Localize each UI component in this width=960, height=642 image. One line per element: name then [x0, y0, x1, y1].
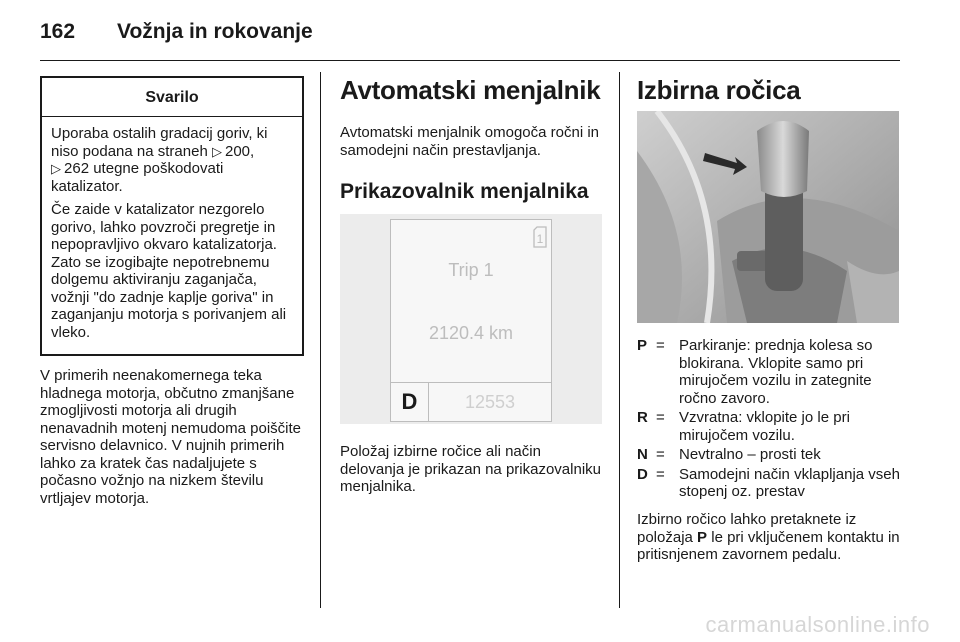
- warning-paragraph-2: Če zaide v katalizator nezgorelo gorivo, lahko povzroči pregretje in nepopravljivo okvaro katalizatorja. Zato se izogibajte nepotrebnemu dolgemu aktiviranju zaganjača, vožnji "do zadnje kaplje goriva" in zaganjanju motorja s porivanjem ali vleko.: [51, 201, 287, 341]
- trip-label: Trip 1: [448, 260, 494, 280]
- gear-item-d: D = Samodejni način vklapljanja vseh stopenj oz. prestav: [637, 465, 900, 500]
- trip-distance: 2120.4 km: [428, 323, 514, 343]
- gear-selector-photo: [637, 111, 899, 323]
- gear-item-n: N = Nevtralno – prosti tek: [637, 446, 821, 463]
- section-heading-automatic: Avtomatski menjalnik: [340, 75, 601, 105]
- col1-paragraph: V primerih neenakomernega teka hladnega motorja, občutno zmanjšane zmogljivosti motorja ali drugih nenavadnih motenj nemudoma poiščite servisno delavnico. V nujnih primerih lahko za kratek čas nadaljujete s počasno vožnjo na nizkem številu vrtljajev motorja.: [40, 367, 301, 507]
- display-screen: [390, 219, 552, 422]
- selector-note: Izbirno ročico lahko pretaknete iz položaja P le pri vključenem kontaktu in pritisnjenem zavornem pedalu.: [637, 511, 900, 563]
- watermark: carmanualsonline.info: [705, 612, 930, 637]
- odometer-value: 12553: [464, 392, 516, 412]
- page-number: 162: [40, 20, 76, 43]
- transmission-display-figure: [340, 214, 602, 424]
- column-divider-left: [320, 72, 321, 608]
- display-description: Položaj izbirne ročice ali način delovanja je prikazan na prikazovalniku menjalnika.: [340, 443, 601, 495]
- page-indicator-icon: [532, 226, 548, 248]
- page-title: Vožnja in rokovanje: [117, 20, 313, 43]
- page-ref-icon: ▷: [211, 143, 222, 159]
- gear-row: [391, 382, 551, 421]
- gear-item-p: P = Parkiranje: prednja kolesa so blokirana. Vklopite samo pri mirujočem vozilu in zategnite ročno zavoro.: [637, 337, 873, 407]
- section-intro: Avtomatski menjalnik omogoča ročni in samodejni način prestavljanja.: [340, 124, 600, 159]
- gear-item-r: R = Vzvratna: vklopite jo le pri mirujočem vozilu.: [637, 409, 850, 444]
- gear-indicator: D: [391, 383, 429, 421]
- gear-position-list: [637, 337, 907, 503]
- warning-paragraph-1: Uporaba ostalih gradacij goriv, ki niso podana na straneh ▷ 200, ▷ 262 utegne poškodovati katalizator.: [51, 125, 268, 195]
- subheading-display: Prikazovalnik menjalnika: [340, 180, 589, 203]
- warning-body: [42, 117, 302, 341]
- gear-selector-illustration: [637, 111, 899, 323]
- column-divider-right: [619, 72, 620, 608]
- warning-title: Svarilo: [42, 78, 302, 117]
- section-heading-selector: Izbirna ročica: [637, 75, 801, 105]
- page-indicator-label: 1: [536, 232, 544, 246]
- page-ref-icon: ▷: [51, 161, 61, 176]
- warning-box: [40, 76, 304, 356]
- header-rule: [40, 60, 900, 61]
